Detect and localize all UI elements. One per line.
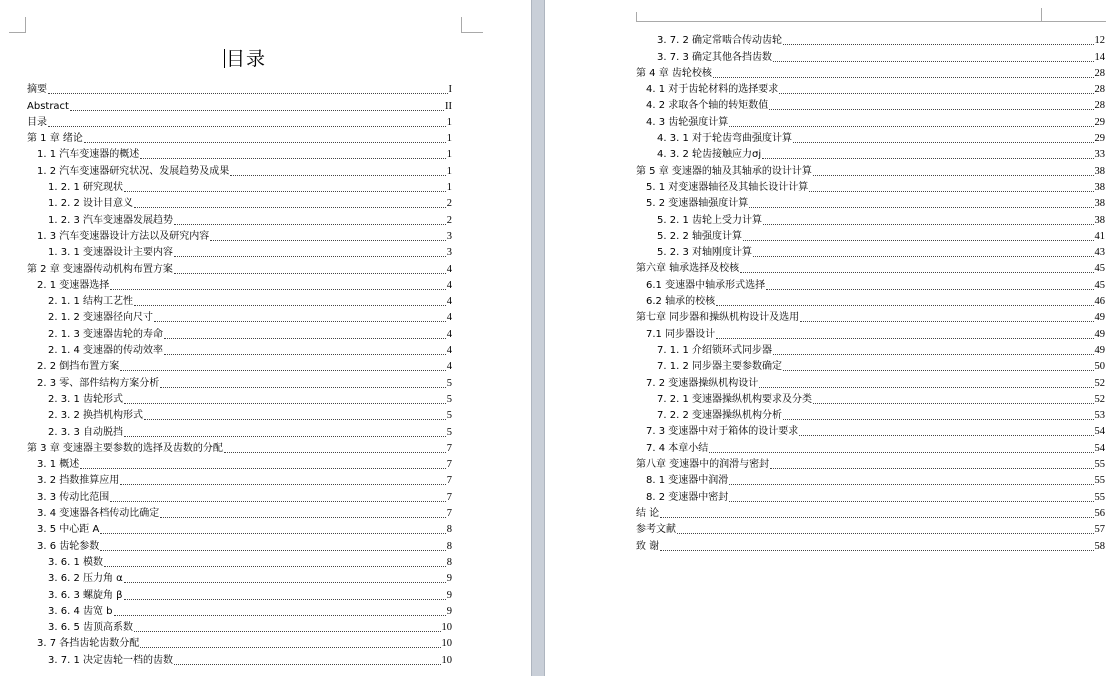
toc-leader-dots [104, 566, 446, 567]
toc-entry-title: 7. 2 变速器操纵机构设计 [646, 377, 759, 389]
toc-entry-title: 目录 [27, 116, 47, 128]
toc-entry-page-number: 33 [1094, 149, 1105, 161]
toc-leader-dots [134, 207, 446, 208]
toc-entry-page-number: 54 [1094, 442, 1105, 454]
toc-entry-title: 7. 1. 2 同步器主要参数确定 [657, 361, 782, 373]
toc-leader-dots [813, 403, 1094, 404]
toc-entry[interactable] [636, 261, 1105, 277]
toc-entry-title: 4. 3. 2 轮齿接触应力σj [657, 149, 762, 161]
toc-entry-page-number: 10 [441, 654, 452, 666]
crop-mark [1041, 8, 1042, 21]
toc-entry-page-number: 5 [446, 426, 452, 438]
toc-entry-page-number: 4 [446, 296, 452, 308]
toc-leader-dots [110, 501, 445, 502]
toc-leader-dots [660, 517, 1093, 518]
toc-entry[interactable] [27, 147, 452, 163]
toc-leader-dots [753, 256, 1094, 257]
toc-entry-page-number: 12 [1094, 35, 1105, 47]
toc-entry-title: 3. 3 传动比范围 [37, 491, 110, 503]
toc-entry[interactable] [636, 522, 1105, 538]
toc-entry[interactable] [27, 392, 452, 408]
toc-entry-title: 5. 2. 1 齿轮上受力计算 [657, 214, 762, 226]
toc-entry[interactable] [27, 245, 452, 261]
toc-entry[interactable] [636, 440, 1105, 456]
toc-entry-title: 第 3 章 变速器主要参数的选择及齿数的分配 [27, 442, 223, 454]
toc-leader-dots [773, 61, 1094, 62]
toc-entry-title: 2. 3. 1 齿轮形式 [48, 393, 123, 405]
toc-entry-page-number: 9 [446, 573, 452, 585]
toc-entry[interactable] [636, 326, 1105, 342]
toc-entry[interactable] [636, 229, 1105, 245]
toc-leader-dots [773, 354, 1094, 355]
toc-entry-title: 第七章 同步器和操纵机构设计及选用 [636, 312, 800, 324]
toc-entry-page-number: 4 [446, 345, 452, 357]
toc-entry[interactable] [27, 538, 452, 554]
toc-entry-title: 第 5 章 变速器的轴及其轴承的设计计算 [636, 165, 812, 177]
toc-entry-title: 1. 3 汽车变速器设计方法以及研究内容 [37, 230, 210, 242]
toc-entry-title: 第 4 章 齿轮校核 [636, 67, 712, 79]
toc-entry[interactable] [636, 392, 1105, 408]
toc-entry-title: 致 谢 [636, 540, 660, 552]
toc-leader-dots [800, 321, 1093, 322]
toc-leader-dots [809, 191, 1093, 192]
toc-entry-title: 5. 2 变速器轴强度计算 [646, 198, 749, 210]
toc-entry[interactable] [636, 212, 1105, 228]
toc-entry[interactable] [27, 163, 452, 179]
toc-entry[interactable] [636, 359, 1105, 375]
toc-entry[interactable] [636, 114, 1105, 130]
toc-entry-page-number: 28 [1094, 67, 1105, 79]
toc-leader-dots [110, 289, 445, 290]
toc-entry-page-number: 7 [446, 475, 452, 487]
crop-mark [9, 32, 25, 33]
toc-leader-dots [164, 338, 446, 339]
toc-entry-title: 结 论 [636, 507, 660, 519]
toc-entry[interactable] [27, 424, 452, 440]
toc-entry[interactable] [27, 375, 452, 391]
toc-leader-dots [100, 533, 445, 534]
toc-entry-page-number: 7 [446, 459, 452, 471]
toc-leader-dots [762, 158, 1093, 159]
toc-leader-dots [759, 387, 1093, 388]
toc-entry-title: 7. 2. 1 变速器操纵机构要求及分类 [657, 393, 812, 405]
toc-entry-page-number: 38 [1094, 165, 1105, 177]
toc-entry-title: 3. 7 各挡齿轮齿数分配 [37, 638, 140, 650]
toc-entry-title: 5. 2. 3 对轴刚度计算 [657, 247, 752, 259]
toc-entry[interactable] [27, 196, 452, 212]
toc-entry[interactable] [636, 408, 1105, 424]
toc-entry-title: 1. 3. 1 变速器设计主要内容 [48, 247, 173, 259]
toc-entry-title: 5. 1 对变速器轴径及其轴长设计计算 [646, 181, 809, 193]
toc-entry-page-number: II [445, 100, 452, 112]
toc-entry[interactable] [27, 261, 452, 277]
toc-entry[interactable] [27, 343, 452, 359]
toc-leader-dots [70, 110, 444, 111]
toc-leader-dots [154, 321, 446, 322]
toc-entry[interactable] [636, 538, 1105, 554]
toc-leader-dots [100, 550, 445, 551]
toc-entry[interactable] [27, 571, 452, 587]
toc-leader-dots [120, 484, 445, 485]
toc-entry[interactable] [27, 408, 452, 424]
toc-entry-title: 8. 2 变速器中密封 [646, 491, 729, 503]
toc-entry-title: 7. 2. 2 变速器操纵机构分析 [657, 410, 782, 422]
toc-entry-title: Abstract [27, 100, 69, 112]
toc-entry-page-number: 29 [1094, 116, 1105, 128]
toc-entry-title: 5. 2. 2 轴强度计算 [657, 230, 742, 242]
toc-leader-dots [729, 484, 1093, 485]
toc-leader-dots [660, 550, 1093, 551]
toc-entry[interactable] [27, 555, 452, 571]
toc-entry-title: 参考文献 [636, 524, 676, 536]
document-page-left [0, 0, 531, 676]
toc-entry-title: 3. 6. 4 齿宽 b [48, 605, 113, 617]
toc-entry-page-number: 50 [1094, 361, 1105, 373]
toc-entry-page-number: 56 [1094, 507, 1105, 519]
toc-leader-dots [174, 664, 441, 665]
toc-entry-title: 1. 2 汽车变速器研究状况、发展趋势及成果 [37, 165, 230, 177]
toc-entry-title: 6.2 轴承的校核 [646, 296, 716, 308]
toc-entry-page-number: 41 [1094, 230, 1105, 242]
toc-entry-page-number: 10 [441, 622, 452, 634]
toc-entry[interactable] [27, 506, 452, 522]
toc-leader-dots [134, 305, 446, 306]
toc-leader-dots [224, 452, 446, 453]
toc-entry[interactable] [27, 604, 452, 620]
toc-leader-dots [124, 599, 446, 600]
toc-entry[interactable] [636, 82, 1105, 98]
toc-entry-page-number: 8 [446, 524, 452, 536]
toc-entry-title: 7. 1. 1 介绍锁环式同步器 [657, 344, 772, 356]
toc-leader-dots [210, 240, 445, 241]
toc-leader-dots [766, 289, 1093, 290]
toc-entry-page-number: 5 [446, 393, 452, 405]
toc-entry-title: 1. 2. 2 设计目意义 [48, 198, 133, 210]
toc-entry-page-number: 57 [1094, 524, 1105, 536]
toc-entry[interactable] [636, 180, 1105, 196]
toc-leader-dots [134, 631, 441, 632]
toc-entry-page-number: 45 [1094, 263, 1105, 275]
toc-entry[interactable] [636, 147, 1105, 163]
toc-leader-dots [114, 615, 446, 616]
toc-entry[interactable] [27, 587, 452, 603]
toc-entry[interactable] [27, 229, 452, 245]
toc-entry[interactable] [636, 131, 1105, 147]
toc-entry-page-number: 4 [446, 263, 452, 275]
toc-entry[interactable] [27, 441, 452, 457]
toc-entry[interactable] [636, 245, 1105, 261]
toc-entry-page-number: 1 [446, 133, 452, 145]
toc-entry-title: 2. 1. 4 变速器的传动效率 [48, 345, 163, 357]
toc-entry-title: 2. 1. 2 变速器径向尺寸 [48, 312, 153, 324]
toc-entry-page-number: 54 [1094, 426, 1105, 438]
toc-entry[interactable] [636, 489, 1105, 505]
toc-entry-page-number: 2 [446, 214, 452, 226]
toc-entry-title: 4. 1 对于齿轮材料的选择要求 [646, 84, 779, 96]
toc-leader-dots [140, 647, 440, 648]
toc-leader-dots [783, 44, 1094, 45]
toc-entry-title: 3. 7. 3 确定其他各挡齿数 [657, 51, 772, 63]
toc-leader-dots [793, 142, 1094, 143]
toc-entry[interactable] [636, 49, 1105, 65]
toc-entry[interactable] [27, 359, 452, 375]
toc-leader-dots [729, 501, 1093, 502]
toc-leader-dots [677, 533, 1094, 534]
toc-entry-title: 7. 4 本章小结 [646, 442, 709, 454]
toc-entry-page-number: 8 [446, 556, 452, 568]
toc-entry-title: 第 1 章 绪论 [27, 133, 83, 145]
document-page-right [545, 0, 1105, 676]
toc-leader-dots [799, 435, 1093, 436]
toc-entry-page-number: 52 [1094, 377, 1105, 389]
toc-entry[interactable] [27, 278, 452, 294]
toc-entry[interactable] [27, 131, 452, 147]
toc-entry-page-number: 55 [1094, 491, 1105, 503]
toc-entry-page-number: 1 [446, 165, 452, 177]
toc-entry-title: 7. 3 变速器中对于箱体的设计要求 [646, 426, 799, 438]
toc-entry-page-number: 7 [446, 442, 452, 454]
toc-leader-dots [709, 452, 1093, 453]
toc-entry[interactable] [636, 343, 1105, 359]
toc-entry-title: 2. 2 倒挡布置方案 [37, 361, 120, 373]
toc-entry-title: 3. 6. 3 螺旋角 β [48, 589, 123, 601]
toc-leader-dots [80, 468, 445, 469]
toc-entry-page-number: 55 [1094, 459, 1105, 471]
toc-entry-page-number: 4 [446, 312, 452, 324]
toc-entry-title: 第六章 轴承选择及校核 [636, 263, 740, 275]
toc-leader-dots [743, 240, 1094, 241]
toc-leader-dots [770, 468, 1093, 469]
toc-leader-dots [783, 370, 1094, 371]
toc-entry[interactable] [636, 375, 1105, 391]
toc-entry-title: 第八章 变速器中的润滑与密封 [636, 459, 770, 471]
toc-leader-dots [84, 142, 446, 143]
toc-entry-title: 第 2 章 变速器传动机构布置方案 [27, 263, 173, 275]
toc-entry[interactable] [27, 212, 452, 228]
toc-leader-dots [716, 338, 1093, 339]
toc-entry-page-number: 55 [1094, 475, 1105, 487]
toc-leader-dots [713, 77, 1094, 78]
toc-leader-dots [144, 419, 446, 420]
toc-entry-title: 4. 3. 1 对于轮齿弯曲强度计算 [657, 133, 792, 145]
toc-entry-page-number: 5 [446, 377, 452, 389]
toc-entry-page-number: 9 [446, 605, 452, 617]
toc-entry[interactable] [27, 180, 452, 196]
toc-entry[interactable] [636, 294, 1105, 310]
toc-list-right [636, 33, 1105, 555]
toc-entry-page-number: 10 [441, 638, 452, 650]
toc-entry-title: 7.1 同步器设计 [646, 328, 716, 340]
toc-entry[interactable] [27, 636, 452, 652]
toc-title[interactable] [0, 44, 490, 71]
toc-entry-title: 6.1 变速器中轴承形式选择 [646, 279, 766, 291]
toc-entry[interactable] [27, 310, 452, 326]
toc-entry[interactable] [27, 522, 452, 538]
crop-mark [461, 32, 483, 33]
toc-entry[interactable] [27, 457, 452, 473]
toc-entry-title: 3. 2 挡数推算应用 [37, 475, 120, 487]
toc-entry-page-number: 9 [446, 589, 452, 601]
toc-entry-page-number: 49 [1094, 328, 1105, 340]
header-rule [636, 21, 1106, 22]
toc-entry-page-number: 28 [1094, 84, 1105, 96]
toc-entry[interactable] [27, 473, 452, 489]
toc-entry-page-number: 4 [446, 328, 452, 340]
toc-entry-page-number: 29 [1094, 133, 1105, 145]
toc-entry-page-number: 2 [446, 198, 452, 210]
toc-leader-dots [124, 436, 446, 437]
toc-leader-dots [749, 207, 1093, 208]
toc-entry[interactable] [636, 98, 1105, 114]
toc-list-left [27, 82, 452, 669]
toc-entry[interactable] [636, 66, 1105, 82]
toc-entry-page-number: 38 [1094, 198, 1105, 210]
toc-leader-dots [140, 158, 445, 159]
toc-entry-page-number: 14 [1094, 51, 1105, 63]
toc-leader-dots [124, 582, 446, 583]
toc-entry-title: 3. 1 概述 [37, 459, 80, 471]
toc-entry-page-number: 38 [1094, 214, 1105, 226]
toc-entry[interactable] [636, 506, 1105, 522]
toc-entry-page-number: 49 [1094, 344, 1105, 356]
toc-entry-title: 3. 6. 5 齿顶高系数 [48, 622, 133, 634]
toc-entry-page-number: 3 [446, 230, 452, 242]
toc-entry[interactable] [636, 196, 1105, 212]
toc-entry-page-number: 53 [1094, 410, 1105, 422]
toc-entry[interactable] [636, 473, 1105, 489]
toc-entry-title: 3. 7. 1 决定齿轮一档的齿数 [48, 654, 173, 666]
toc-entry-title: 8. 1 变速器中润滑 [646, 475, 729, 487]
toc-entry-page-number: 45 [1094, 279, 1105, 291]
toc-entry-page-number: 49 [1094, 312, 1105, 324]
toc-entry-page-number: 7 [446, 508, 452, 520]
toc-leader-dots [716, 305, 1093, 306]
toc-entry[interactable] [27, 82, 452, 98]
toc-leader-dots [164, 354, 446, 355]
toc-leader-dots [763, 224, 1094, 225]
toc-leader-dots [160, 517, 445, 518]
toc-leader-dots [48, 126, 446, 127]
toc-entry-title: 4. 2 求取各个轴的转矩数值 [646, 100, 769, 112]
toc-leader-dots [729, 126, 1093, 127]
toc-leader-dots [124, 403, 446, 404]
toc-entry-title: 3. 6 齿轮参数 [37, 540, 100, 552]
toc-entry-title: 2. 3 零、部件结构方案分析 [37, 377, 160, 389]
toc-entry[interactable] [27, 489, 452, 505]
toc-entry-title: 1. 2. 3 汽车变速器发展趋势 [48, 214, 173, 226]
toc-entry[interactable] [636, 310, 1105, 326]
toc-leader-dots [120, 370, 445, 371]
toc-entry-title: 3. 5 中心距 A [37, 524, 100, 536]
toc-leader-dots [769, 109, 1093, 110]
toc-entry-title: 2. 3. 3 自动脱挡 [48, 426, 123, 438]
toc-entry-page-number: 38 [1094, 181, 1105, 193]
toc-leader-dots [174, 256, 446, 257]
toc-entry-page-number: 1 [446, 149, 452, 161]
toc-leader-dots [124, 191, 446, 192]
toc-title-text: 目录 [225, 48, 266, 70]
toc-entry-title: 摘要 [27, 84, 47, 96]
toc-entry-page-number: 5 [446, 410, 452, 422]
toc-entry-title: 3. 4 变速器各档传动比确定 [37, 508, 160, 520]
toc-entry-page-number: 1 [446, 182, 452, 194]
toc-entry[interactable] [27, 294, 452, 310]
toc-entry[interactable] [636, 277, 1105, 293]
toc-entry-title: 3. 7. 2 确定常啮合传动齿轮 [657, 35, 782, 47]
toc-leader-dots [230, 175, 445, 176]
crop-mark [461, 17, 462, 33]
toc-entry-title: 4. 3 齿轮强度计算 [646, 116, 729, 128]
toc-entry-page-number: 28 [1094, 100, 1105, 112]
toc-entry[interactable] [636, 33, 1105, 49]
toc-entry-page-number: 52 [1094, 393, 1105, 405]
toc-entry-title: 2. 3. 2 换挡机构形式 [48, 410, 143, 422]
toc-entry-page-number: 1 [446, 116, 452, 128]
toc-leader-dots [48, 93, 448, 94]
toc-leader-dots [783, 419, 1094, 420]
toc-entry-title: 2. 1. 1 结构工艺性 [48, 296, 133, 308]
toc-entry[interactable] [27, 115, 452, 131]
toc-entry-page-number: 4 [446, 279, 452, 291]
toc-entry-page-number: 3 [446, 247, 452, 259]
toc-entry-page-number: 58 [1094, 540, 1105, 552]
toc-entry-page-number: I [448, 84, 452, 96]
toc-entry-title: 3. 6. 1 模数 [48, 556, 103, 568]
toc-entry-title: 1. 1 汽车变速器的概述 [37, 149, 140, 161]
toc-entry-title: 2. 1. 3 变速器齿轮的寿命 [48, 328, 163, 340]
toc-entry-page-number: 46 [1094, 296, 1105, 308]
toc-entry-title: 1. 2. 1 研究现状 [48, 182, 123, 194]
toc-entry[interactable] [27, 98, 452, 114]
toc-leader-dots [779, 93, 1093, 94]
toc-entry-title: 2. 1 变速器选择 [37, 279, 110, 291]
toc-leader-dots [813, 175, 1094, 176]
toc-entry-title: 3. 6. 2 压力角 α [48, 573, 123, 585]
toc-entry[interactable] [27, 326, 452, 342]
page-gutter [531, 0, 545, 676]
toc-leader-dots [174, 224, 446, 225]
toc-entry[interactable] [636, 163, 1105, 179]
toc-entry[interactable] [27, 620, 452, 636]
toc-entry[interactable] [636, 424, 1105, 440]
toc-leader-dots [160, 387, 445, 388]
toc-entry[interactable] [636, 457, 1105, 473]
toc-entry-page-number: 43 [1094, 247, 1105, 259]
toc-entry[interactable] [27, 652, 452, 668]
text-cursor [224, 49, 225, 68]
toc-leader-dots [174, 273, 446, 274]
toc-leader-dots [740, 272, 1093, 273]
toc-entry-page-number: 7 [446, 491, 452, 503]
toc-entry-page-number: 8 [446, 540, 452, 552]
toc-entry-page-number: 4 [446, 361, 452, 373]
crop-mark [25, 17, 26, 33]
